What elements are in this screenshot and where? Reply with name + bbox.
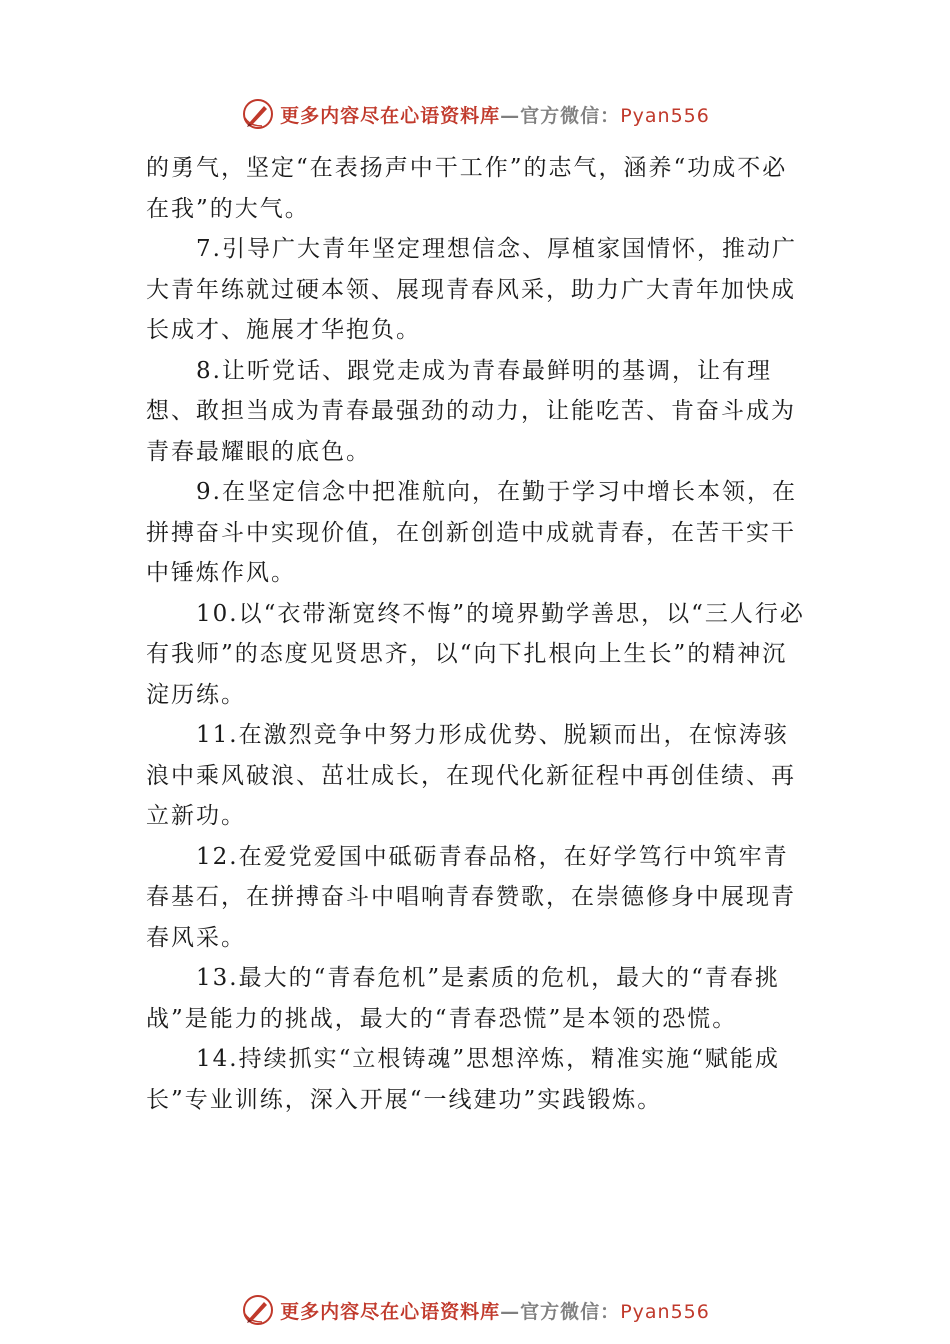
footer-wechat-id: Pyan556 (620, 1300, 710, 1323)
footer-brand: 更多内容尽在心语资料库 (280, 1300, 501, 1323)
document-body (146, 148, 806, 1120)
paragraph-11: 11.在激烈竞争中努力形成优势、脱颖而出，在惊涛骇浪中乘风破浪、茁壮成长，在现代化新征程中再创佳绩、再立新功。 (146, 722, 796, 829)
paragraph-8: 8.让听党话、跟党走成为青春最鲜明的基调，让有理想、敢担当成为青春最强劲的动力，让能吃苦、肯奋斗成为青春最耀眼的底色。 (146, 357, 796, 465)
header-wechat-id: Pyan556 (620, 104, 710, 127)
header-official: —官方微信： (500, 104, 621, 127)
paragraph-continuation: 的勇气，坚定“在表扬声中干工作”的志气，涵养“功成不必在我”的大气。 (146, 155, 788, 222)
pen-logo-icon (240, 1292, 276, 1328)
header-banner (0, 94, 950, 134)
header-text (280, 101, 710, 128)
paragraph-9: 9.在坚定信念中把准航向，在勤于学习中增长本领，在拼搏奋斗中实现价值，在创新创造中成就青春，在苦干实干中锤炼作风。 (146, 479, 797, 586)
footer-banner (0, 1290, 950, 1330)
paragraph-7: 7.引导广大青年坚定理想信念、厚植家国情怀，推动广大青年练就过硬本领、展现青春风采，助力广大青年加快成长成才、施展才华抱负。 (146, 236, 797, 343)
footer-official: —官方微信： (500, 1300, 621, 1323)
header-brand: 更多内容尽在心语资料库 (280, 104, 501, 127)
pen-logo-icon (240, 96, 276, 132)
paragraph-12: 12.在爱党爱国中砥砺青春品格，在好学笃行中筑牢青春基石，在拼搏奋斗中唱响青春赞歌，在崇德修身中展现青春风采。 (146, 843, 796, 951)
paragraph-14: 14.持续抓实“立根铸魂”思想淬炼，精准实施“赋能成长”专业训练，深入开展“一线建功”实践锻炼。 (146, 1046, 780, 1113)
footer-text (280, 1297, 710, 1324)
paragraph-13: 13.最大的“青春危机”是素质的危机，最大的“青春挑战”是能力的挑战，最大的“青春恐慌”是本领的恐慌。 (146, 965, 780, 1032)
paragraph-10: 10.以“衣带渐宽终不悔”的境界勤学善思，以“三人行必有我师”的态度见贤思齐，以“向下扎根向上生长”的精神沉淀历练。 (146, 600, 805, 708)
